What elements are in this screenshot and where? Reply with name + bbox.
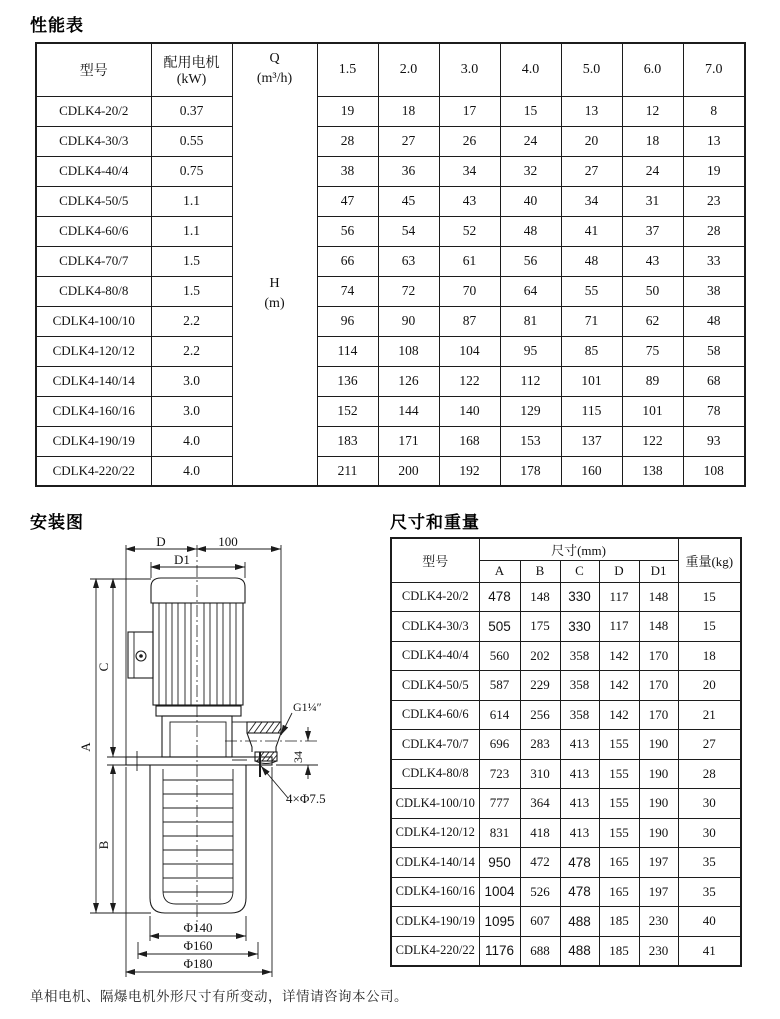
head-value-cell: 24 [500,126,561,156]
head-value-cell: 95 [500,336,561,366]
dim-value-cell: 142 [599,671,639,701]
head-value-cell: 129 [500,396,561,426]
head-value-cell: 122 [622,426,683,456]
weight-cell: 15 [678,612,741,642]
dim-value-cell: 170 [639,671,678,701]
dim-value-cell: 777 [479,789,520,819]
model-cell: CDLK4-40/4 [391,641,479,671]
h-label: H [269,276,280,291]
flow-col-header: 3.0 [439,43,500,96]
footer-note: 单相电机、隔爆电机外形尺寸有所变动，详情请咨询本公司。 [30,989,408,1004]
dim-value-cell: 190 [639,759,678,789]
motor-fins [159,603,236,705]
dim-value-cell: 229 [520,671,560,701]
head-value-cell: 40 [500,186,561,216]
dim-value-cell: 148 [639,612,678,642]
head-value-cell: 13 [683,126,745,156]
head-value-cell: 101 [622,396,683,426]
head-value-cell: 63 [378,246,439,276]
head-value-cell: 27 [561,156,622,186]
weight-cell: 18 [678,641,741,671]
perf-row [36,186,745,216]
head-value-cell: 12 [622,96,683,126]
dim-value-cell: 175 [520,612,560,642]
head-header [233,274,317,315]
power-cell: 1.1 [151,186,232,216]
model-cell: CDLK4-60/6 [36,216,151,246]
dim-value-cell: 197 [639,877,678,907]
head-value-cell: 48 [561,246,622,276]
head-value-cell: 75 [622,336,683,366]
dim-value-cell: 230 [639,907,678,937]
head-value-cell: 112 [500,366,561,396]
dim-value-cell: 190 [639,818,678,848]
perf-row [36,366,745,396]
dim-value-cell: 607 [520,907,560,937]
head-value-cell: 34 [439,156,500,186]
dims-row [391,789,741,819]
weight-header: 重量(kg) [678,538,741,582]
dim-value-cell: 170 [639,641,678,671]
weight-cell: 35 [678,877,741,907]
head-value-cell: 38 [317,156,378,186]
head-value-cell: 28 [683,216,745,246]
dim-value-cell: 413 [560,730,599,760]
dim-value-cell: 202 [520,641,560,671]
dim-value-cell: 230 [639,936,678,966]
power-cell: 0.75 [151,156,232,186]
head-value-cell: 18 [622,126,683,156]
flow-header [233,49,317,90]
model-cell: CDLK4-50/5 [391,671,479,701]
dim-value-cell: 310 [520,759,560,789]
dim-value-cell: 723 [479,759,520,789]
pump-head [162,716,247,760]
q-unit: (m³/h) [256,71,293,87]
dim-value-cell: 117 [599,612,639,642]
perf-row [36,306,745,336]
head-value-cell: 192 [439,456,500,486]
dim-value-cell: 190 [639,789,678,819]
perf-row [36,276,745,306]
dim-value-cell: 283 [520,730,560,760]
dims-table-title: 尺寸和重量 [390,513,480,532]
head-value-cell: 90 [378,306,439,336]
power-cell: 4.0 [151,426,232,456]
dims-row [391,671,741,701]
head-value-cell: 45 [378,186,439,216]
thread-hatching [248,722,281,733]
dims-row [391,936,741,966]
perf-row [36,216,745,246]
performance-table-title: 性能表 [30,16,84,35]
head-value-cell: 81 [500,306,561,336]
perf-row [36,96,745,126]
flow-col-header: 7.0 [683,43,745,96]
model-cell: CDLK4-160/16 [391,877,479,907]
model-col-header: 型号 [36,43,151,96]
head-value-cell: 19 [683,156,745,186]
head-value-cell: 41 [561,216,622,246]
dim-value-cell: 358 [560,641,599,671]
dim-value-cell: 155 [599,730,639,760]
weight-cell: 15 [678,582,741,612]
dim-value-cell: 488 [560,936,599,966]
motor-label: 配用电机 [163,55,220,71]
head-value-cell: 19 [317,96,378,126]
head-value-cell: 171 [378,426,439,456]
flow-col-header: 2.0 [378,43,439,96]
head-value-cell: 108 [683,456,745,486]
model-cell: CDLK4-160/16 [36,396,151,426]
model-cell: CDLK4-140/14 [391,848,479,878]
dim-value-cell: 696 [479,730,520,760]
head-value-cell: 34 [561,186,622,216]
phi160-label: Φ160 [183,938,213,953]
head-value-cell: 47 [317,186,378,216]
dim-value-cell: 413 [560,818,599,848]
head-value-cell: 138 [622,456,683,486]
weight-cell: 30 [678,789,741,819]
head-value-cell: 37 [622,216,683,246]
dim-value-cell: 413 [560,789,599,819]
head-value-cell: 122 [439,366,500,396]
dims-row [391,700,741,730]
dims-row [391,730,741,760]
perf-row [36,396,745,426]
head-value-cell: 24 [622,156,683,186]
installation-diagram-title: 安装图 [30,513,84,532]
weight-cell: 21 [678,700,741,730]
dims-row [391,759,741,789]
perf-row [36,336,745,366]
head-value-cell: 13 [561,96,622,126]
model-cell: CDLK4-100/10 [391,789,479,819]
dim-value-cell: 478 [479,582,520,612]
dim-value-cell: 330 [560,612,599,642]
phi140-label: Φ140 [183,920,213,935]
dim-value-cell: 155 [599,789,639,819]
weight-cell: 20 [678,671,741,701]
head-value-cell: 104 [439,336,500,366]
head-value-cell: 31 [622,186,683,216]
dim-value-cell: 413 [560,759,599,789]
model-cell: CDLK4-100/10 [36,306,151,336]
head-value-cell: 66 [317,246,378,276]
dims-row [391,612,741,642]
head-value-cell: 8 [683,96,745,126]
head-value-cell: 211 [317,456,378,486]
motor-base [156,706,241,716]
head-value-cell: 61 [439,246,500,276]
dim-b-label: B [96,840,111,850]
dim-34-label: 34 [291,751,305,763]
head-value-cell: 68 [683,366,745,396]
head-value-cell: 54 [378,216,439,246]
head-value-cell: 168 [439,426,500,456]
dim-col-d: D [599,560,639,582]
dims-header-row-1 [391,538,741,560]
dim-col-c: C [560,560,599,582]
head-value-cell: 43 [439,186,500,216]
head-value-cell: 56 [317,216,378,246]
head-value-cell: 87 [439,306,500,336]
holes-label: 4×Φ7.5 [286,791,326,806]
model-cell: CDLK4-190/19 [36,426,151,456]
dimension-annotations [78,535,326,977]
perf-row [36,426,745,456]
head-value-cell: 36 [378,156,439,186]
head-value-cell: 15 [500,96,561,126]
power-cell: 4.0 [151,456,232,486]
flow-col-header: 4.0 [500,43,561,96]
dim-value-cell: 155 [599,759,639,789]
head-value-cell: 78 [683,396,745,426]
model-cell: CDLK4-70/7 [36,246,151,276]
flow-col-header: 6.0 [622,43,683,96]
model-cell: CDLK4-220/22 [36,456,151,486]
dim-value-cell: 142 [599,641,639,671]
head-value-cell: 52 [439,216,500,246]
power-cell: 0.55 [151,126,232,156]
head-value-cell: 50 [622,276,683,306]
head-value-cell: 144 [378,396,439,426]
power-cell: 1.1 [151,216,232,246]
dim-value-cell: 142 [599,700,639,730]
head-value-cell: 126 [378,366,439,396]
dim-value-cell: 185 [599,936,639,966]
head-value-cell: 153 [500,426,561,456]
model-cell: CDLK4-50/5 [36,186,151,216]
dim-c-label: C [96,662,111,672]
weight-cell: 28 [678,759,741,789]
flow-col-header: 1.5 [317,43,378,96]
power-cell: 2.2 [151,336,232,366]
dim-value-cell: 358 [560,700,599,730]
power-cell: 1.5 [151,276,232,306]
dim-value-cell: 330 [560,582,599,612]
head-value-cell: 58 [683,336,745,366]
dim-value-cell: 1004 [479,877,520,907]
perf-header-row [36,43,745,96]
dim-value-cell: 1176 [479,936,520,966]
head-value-cell: 96 [317,306,378,336]
junction-box [128,632,153,678]
head-value-cell: 93 [683,426,745,456]
dim-value-cell: 488 [560,907,599,937]
head-value-cell: 62 [622,306,683,336]
dim-value-cell: 478 [560,848,599,878]
weight-cell: 41 [678,936,741,966]
dim-value-cell: 831 [479,818,520,848]
dim-value-cell: 256 [520,700,560,730]
head-value-cell: 48 [683,306,745,336]
dim-value-cell: 505 [479,612,520,642]
mounting-flange [126,751,272,777]
head-value-cell: 152 [317,396,378,426]
pump-barrel [150,765,246,913]
weight-cell: 27 [678,730,741,760]
model-cell: CDLK4-140/14 [36,366,151,396]
head-value-cell: 74 [317,276,378,306]
dim-value-cell: 148 [639,582,678,612]
port-thread-label: G1¼″ [293,700,322,714]
dims-row [391,848,741,878]
dim-100-label: 100 [218,535,238,549]
head-value-cell: 114 [317,336,378,366]
dim-value-cell: 197 [639,848,678,878]
head-value-cell: 178 [500,456,561,486]
dim-value-cell: 950 [479,848,520,878]
perf-row [36,456,745,486]
flow-col-header: 5.0 [561,43,622,96]
head-value-cell: 48 [500,216,561,246]
dim-d-label: D [156,535,166,549]
head-value-cell: 32 [500,156,561,186]
perf-row [36,156,745,186]
perf-row [36,126,745,156]
dim-value-cell: 185 [599,907,639,937]
head-value-cell: 43 [622,246,683,276]
dims-row [391,907,741,937]
dims-group-header: 尺寸(mm) [479,538,678,560]
dim-value-cell: 364 [520,789,560,819]
model-cell: CDLK4-60/6 [391,700,479,730]
power-cell: 0.37 [151,96,232,126]
dims-row [391,582,741,612]
installation-diagram [30,535,380,1005]
dim-value-cell: 358 [560,671,599,701]
head-value-cell: 56 [500,246,561,276]
model-cell: CDLK4-70/7 [391,730,479,760]
dim-value-cell: 190 [639,730,678,760]
dims-row [391,877,741,907]
dim-col-d1: D1 [639,560,678,582]
model-cell: CDLK4-20/2 [36,96,151,126]
dim-value-cell: 170 [639,700,678,730]
dim-value-cell: 526 [520,877,560,907]
dim-value-cell: 688 [520,936,560,966]
head-value-cell: 115 [561,396,622,426]
dim-value-cell: 614 [479,700,520,730]
head-value-cell: 136 [317,366,378,396]
head-value-cell: 200 [378,456,439,486]
motor-group [151,578,245,716]
phi180-label: Φ180 [183,956,213,971]
head-value-cell: 33 [683,246,745,276]
head-value-cell: 38 [683,276,745,306]
dim-a-label: A [78,742,93,752]
head-value-cell: 71 [561,306,622,336]
model-cell: CDLK4-30/3 [391,612,479,642]
dim-col-b: B [520,560,560,582]
weight-cell: 40 [678,907,741,937]
head-value-cell: 17 [439,96,500,126]
dim-value-cell: 165 [599,848,639,878]
dim-value-cell: 165 [599,877,639,907]
flow-head-merged-cell [232,43,317,486]
performance-table [35,42,746,487]
dim-value-cell: 560 [479,641,520,671]
head-value-cell: 183 [317,426,378,456]
power-cell: 3.0 [151,366,232,396]
head-value-cell: 140 [439,396,500,426]
model-cell: CDLK4-80/8 [391,759,479,789]
model-cell: CDLK4-220/22 [391,936,479,966]
head-value-cell: 28 [317,126,378,156]
head-value-cell: 70 [439,276,500,306]
weight-cell: 35 [678,848,741,878]
head-value-cell: 85 [561,336,622,366]
head-value-cell: 23 [683,186,745,216]
dim-value-cell: 155 [599,818,639,848]
head-value-cell: 160 [561,456,622,486]
dim-value-cell: 148 [520,582,560,612]
dim-value-cell: 587 [479,671,520,701]
perf-row [36,246,745,276]
head-value-cell: 89 [622,366,683,396]
model-cell: CDLK4-190/19 [391,907,479,937]
q-label: Q [269,51,280,66]
power-cell: 3.0 [151,396,232,426]
head-value-cell: 72 [378,276,439,306]
motor-col-header [151,43,232,96]
dim-col-a: A [479,560,520,582]
dims-row [391,641,741,671]
dims-weight-table [390,537,742,967]
motor-unit: (kW) [176,71,207,87]
dim-value-cell: 472 [520,848,560,878]
dim-d1-label: D1 [174,552,190,567]
dim-value-cell: 1095 [479,907,520,937]
model-cell: CDLK4-30/3 [36,126,151,156]
head-value-cell: 101 [561,366,622,396]
dim-value-cell: 117 [599,582,639,612]
weight-cell: 30 [678,818,741,848]
head-value-cell: 20 [561,126,622,156]
dims-row [391,818,741,848]
model-cell: CDLK4-40/4 [36,156,151,186]
dims-model-header: 型号 [391,538,479,582]
dim-value-cell: 478 [560,877,599,907]
h-unit: (m) [264,296,285,312]
head-value-cell: 137 [561,426,622,456]
power-cell: 2.2 [151,306,232,336]
dim-value-cell: 418 [520,818,560,848]
stage-lines [163,780,233,892]
model-cell: CDLK4-120/12 [36,336,151,366]
power-cell: 1.5 [151,246,232,276]
head-value-cell: 55 [561,276,622,306]
model-cell: CDLK4-20/2 [391,582,479,612]
head-value-cell: 26 [439,126,500,156]
model-cell: CDLK4-80/8 [36,276,151,306]
head-value-cell: 18 [378,96,439,126]
model-cell: CDLK4-120/12 [391,818,479,848]
head-value-cell: 108 [378,336,439,366]
head-value-cell: 64 [500,276,561,306]
head-value-cell: 27 [378,126,439,156]
